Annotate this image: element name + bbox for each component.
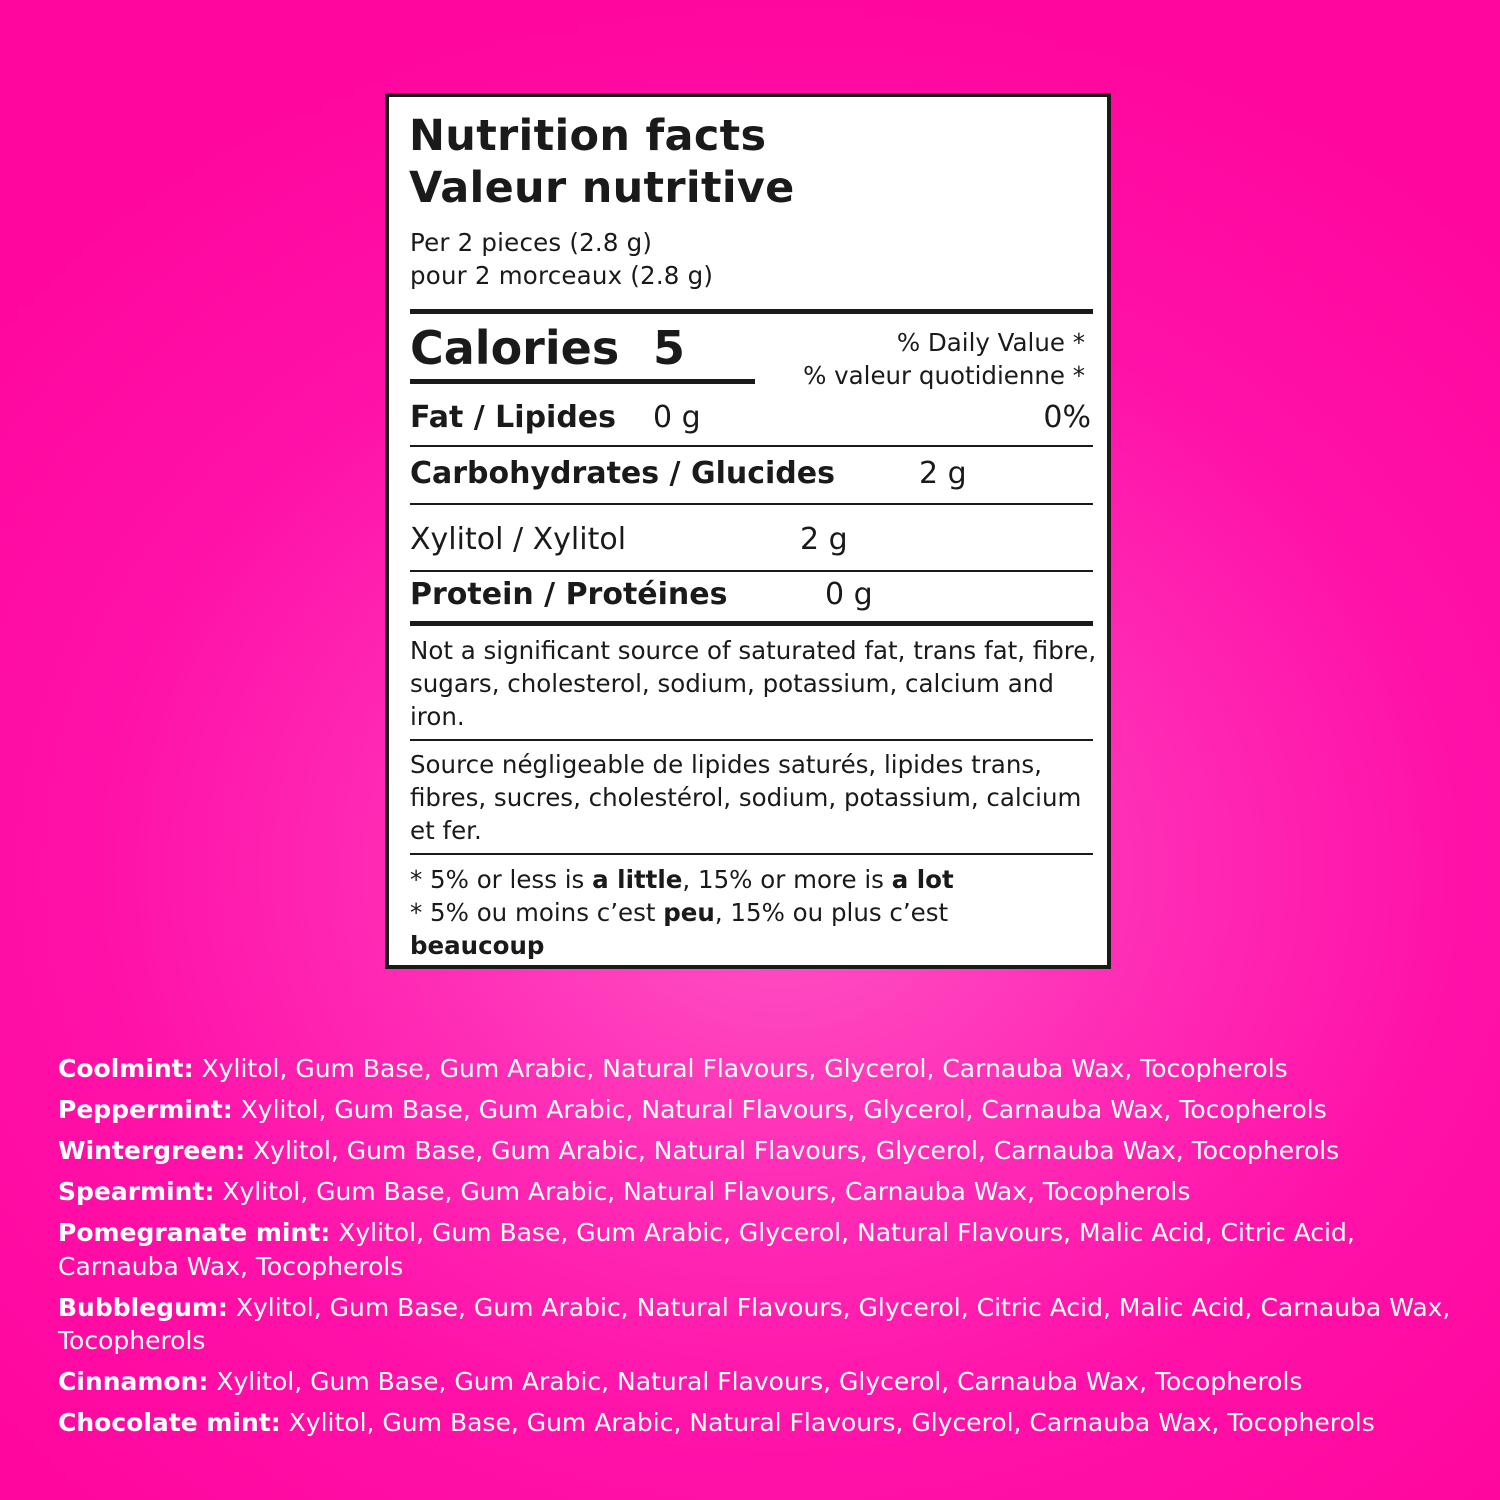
ingredient-text: Xylitol, Gum Base, Gum Arabic, Natural Flavours, Glycerol, Carnauba Wax, Tocopherols [193, 1054, 1288, 1083]
divider-fat [410, 445, 1093, 447]
flavour-label: Pomegranate mint: [58, 1218, 331, 1247]
calories-underline [410, 379, 755, 384]
divider-xylitol [410, 570, 1093, 572]
ingredients-coolmint [58, 1052, 1488, 1086]
nutrition-title-en: Nutrition facts [409, 111, 767, 161]
ingredient-text: Xylitol, Gum Base, Gum Arabic, Natural Flavours, Glycerol, Carnauba Wax, Tocopherols [208, 1367, 1303, 1396]
ingredients-list [58, 1052, 1488, 1447]
flavour-label: Cinnamon: [58, 1367, 209, 1396]
daily-value-header-en: % Daily Value * [896, 328, 1085, 357]
ingredient-text: Xylitol, Gum Base, Gum Arabic, Natural Flavours, Glycerol, Carnauba Wax, Tocopherols [232, 1095, 1327, 1124]
flavour-label: Chocolate mint: [58, 1408, 281, 1437]
ingredients-cinnamon [58, 1365, 1488, 1399]
ingredient-text: Xylitol, Gum Base, Gum Arabic, Glycerol, Natural Flavours, Malic Acid, Citric Acid, Carnauba Wax, Tocopherols [58, 1218, 1355, 1281]
calories-label: Calories [410, 321, 620, 375]
xylitol-label: Xylitol / Xylitol [410, 522, 627, 557]
calories-value: 5 [653, 321, 686, 375]
not-significant-note-fr: Source négligeable de lipides saturés, lipides trans, fibres, sucres, cholestérol, sodium, potassium, calcium et fer. [410, 750, 1082, 845]
divider-footnote [410, 853, 1093, 855]
thick-divider-protein [410, 621, 1093, 626]
divider-note [410, 739, 1093, 741]
serving-size-fr: pour 2 morceaux (2.8 g) [410, 261, 714, 290]
ingredient-text: Xylitol, Gum Base, Gum Arabic, Natural Flavours, Glycerol, Citric Acid, Malic Acid, Carnauba Wax, Tocopherols [58, 1292, 1451, 1355]
carbohydrates-value: 2 g [919, 456, 967, 491]
nutrition-title-fr: Valeur nutritive [409, 163, 795, 213]
daily-value-header-fr: % valeur quotidienne * [803, 361, 1085, 390]
ingredient-text: Xylitol, Gum Base, Gum Arabic, Natural Flavours, Carnauba Wax, Tocopherols [214, 1177, 1191, 1206]
flavour-label: Bubblegum: [58, 1292, 228, 1322]
ingredients-spearmint [58, 1175, 1488, 1209]
ingredient-text: Xylitol, Gum Base, Gum Arabic, Natural Flavours, Glycerol, Carnauba Wax, Tocopherols [245, 1136, 1340, 1165]
footnote-fr-continued: beaucoup [410, 931, 545, 960]
flavour-label: Coolmint: [58, 1054, 194, 1083]
ingredients-wintergreen [58, 1134, 1488, 1168]
thick-divider-top [410, 309, 1093, 314]
nutrition-facts-panel [385, 93, 1111, 969]
ingredients-chocolate-mint [58, 1406, 1488, 1440]
flavour-label: Spearmint: [58, 1177, 215, 1206]
ingredients-pomegranate-mint [58, 1216, 1458, 1283]
fat-label: Fat / Lipides [410, 400, 617, 435]
footnote-en: * 5% or less is a little, 15% or more is a lot [410, 865, 954, 894]
ingredients-peppermint [58, 1093, 1488, 1127]
footnote-fr: * 5% ou moins c’est peu, 15% ou plus c’est [410, 898, 949, 927]
ingredient-text: Xylitol, Gum Base, Gum Arabic, Natural Flavours, Glycerol, Carnauba Wax, Tocopherols [280, 1408, 1375, 1437]
not-significant-note-en: Not a significant source of saturated fat, trans fat, fibre, sugars, cholesterol, sodium, potassium, calcium and iron. [410, 636, 1097, 731]
xylitol-value: 2 g [800, 522, 848, 557]
ingredients-bubblegum [58, 1291, 1458, 1358]
fat-daily-value: 0% [1043, 400, 1091, 435]
carbohydrates-label: Carbohydrates / Glucides [410, 456, 835, 491]
flavour-label: Wintergreen: [58, 1136, 246, 1165]
divider-carbohydrates [410, 503, 1093, 505]
protein-label: Protein / Protéines [410, 577, 728, 612]
flavour-label: Peppermint: [58, 1095, 233, 1124]
fat-value: 0 g [653, 400, 701, 435]
protein-value: 0 g [825, 577, 873, 612]
serving-size-en: Per 2 pieces (2.8 g) [410, 228, 653, 257]
